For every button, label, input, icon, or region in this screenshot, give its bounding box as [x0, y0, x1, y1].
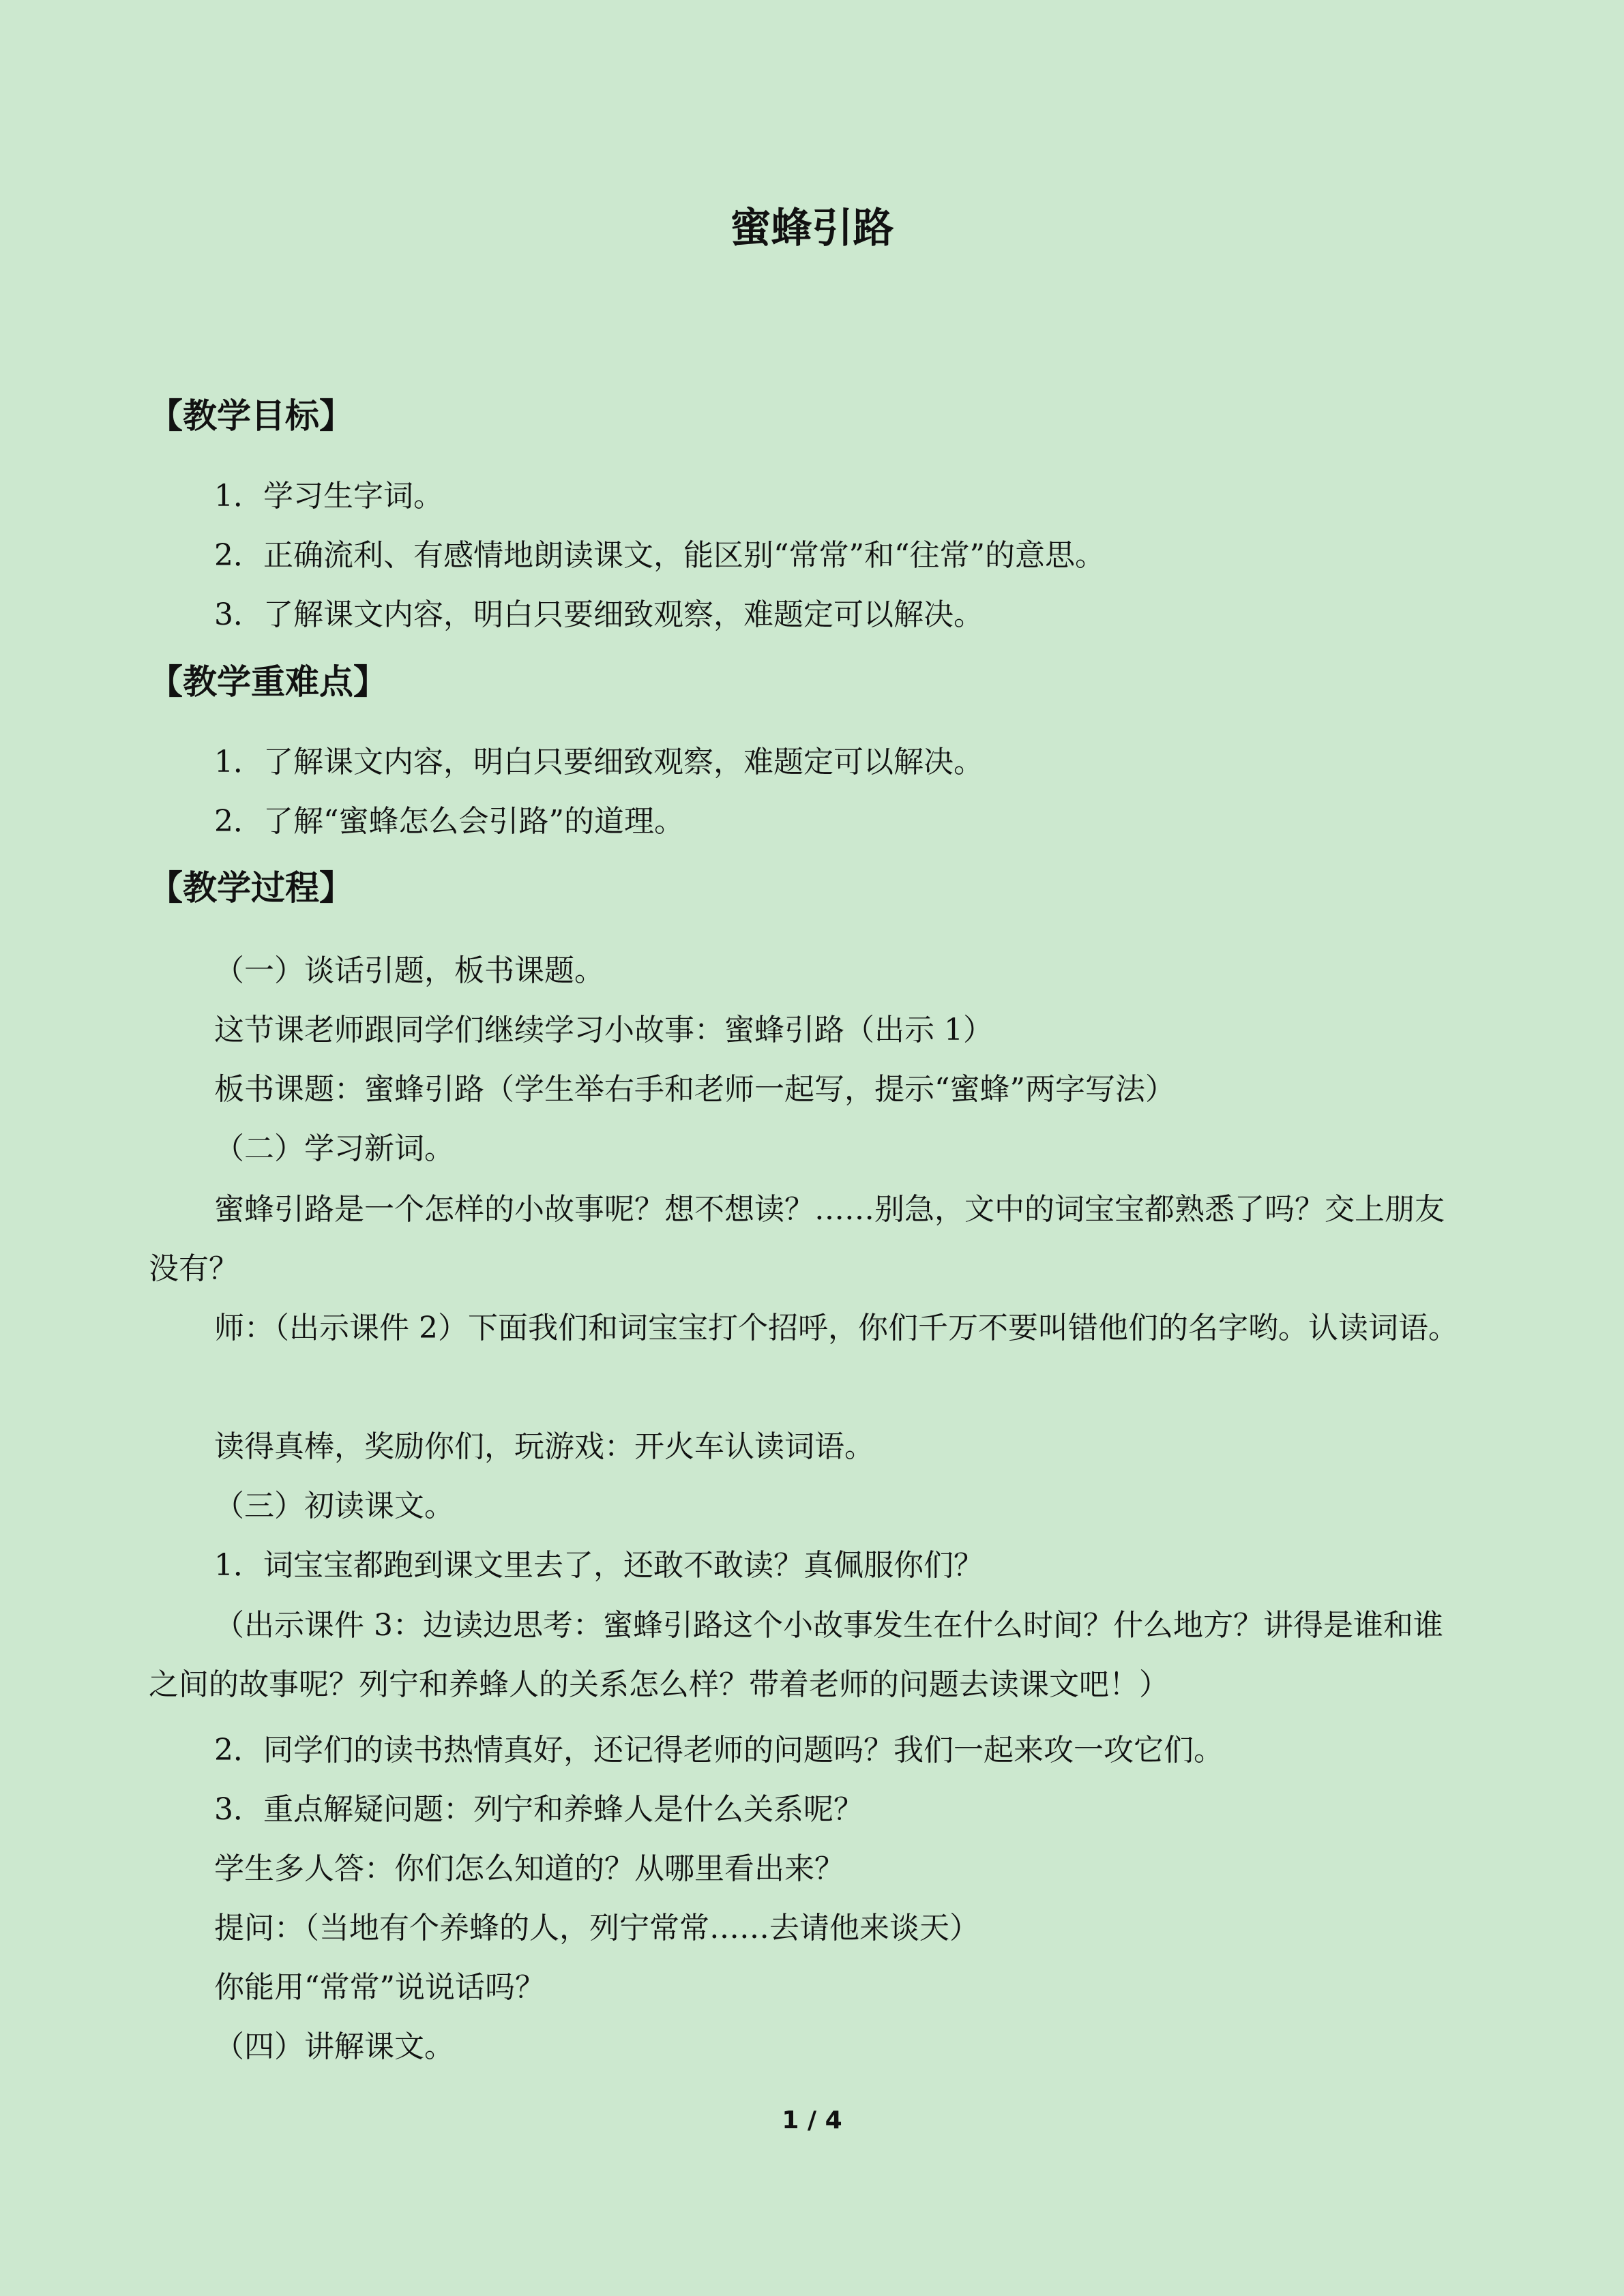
objective-item-1: 1．学习生字词。	[214, 479, 443, 513]
process-paragraph-3: 板书课题：蜜蜂引路（学生举右手和老师一起写，提示“蜜蜂”两字写法）	[214, 1072, 1175, 1107]
process-paragraph-2: 这节课老师跟同学们继续学习小故事：蜜蜂引路（出示 1）	[214, 1013, 993, 1047]
process-paragraph-7: 读得真棒，奖励你们，玩游戏：开火车认读词语。	[214, 1429, 874, 1464]
process-paragraph-8: （三）初读课文。	[214, 1489, 454, 1523]
key-point-item-2: 2．了解“蜜蜂怎么会引路”的道理。	[214, 804, 684, 839]
document-title: 蜜蜂引路	[730, 205, 894, 252]
process-paragraph-6: 师：（出示课件 2）下面我们和词宝宝打个招呼，你们千万不要叫错他们的名字哟。认读词语。	[214, 1311, 1458, 1345]
process-paragraph-5: 蜜蜂引路是一个怎样的小故事呢？想不想读？……别急，文中的词宝宝都熟悉了吗？交上朋友没有？	[149, 1192, 1445, 1286]
process-paragraph-12: 3．重点解疑问题：列宁和养蜂人是什么关系呢？	[214, 1792, 863, 1827]
page-number: 1 / 4	[782, 2106, 842, 2134]
section-heading-key-points: 【教学重难点】	[149, 662, 387, 702]
process-paragraph-13: 学生多人答：你们怎么知道的？从哪里看出来？	[214, 1851, 844, 1886]
process-paragraph-9: 1．词宝宝都跑到课文里去了，还敢不敢读？真佩服你们？	[214, 1548, 984, 1583]
process-paragraph-14: 提问：（当地有个养蜂的人，列宁常常……去请他来谈天）	[214, 1911, 979, 1945]
key-point-item-1: 1．了解课文内容，明白只要细致观察，难题定可以解决。	[214, 745, 984, 779]
section-heading-process: 【教学过程】	[149, 868, 353, 908]
process-paragraph-10: （出示课件 3：边读边思考：蜜蜂引路这个小故事发生在什么时间？什么地方？讲得是谁和谁之间的故事呢？列宁和养蜂人的关系怎么样？带着老师的问题去读课文吧！）	[149, 1608, 1443, 1702]
process-paragraph-1: （一）谈话引题，板书课题。	[214, 953, 604, 988]
process-paragraph-16: （四）讲解课文。	[214, 2029, 454, 2064]
process-paragraph-4: （二）学习新词。	[214, 1131, 454, 1166]
section-heading-objectives: 【教学目标】	[149, 396, 353, 436]
objective-item-3: 3．了解课文内容，明白只要细致观察，难题定可以解决。	[214, 597, 984, 632]
process-paragraph-11: 2．同学们的读书热情真好，还记得老师的问题吗？我们一起来攻一攻它们。	[214, 1733, 1224, 1768]
objective-item-2: 2．正确流利、有感情地朗读课文，能区别“常常”和“往常”的意思。	[214, 538, 1105, 573]
process-paragraph-15: 你能用“常常”说说话吗？	[214, 1970, 545, 2005]
